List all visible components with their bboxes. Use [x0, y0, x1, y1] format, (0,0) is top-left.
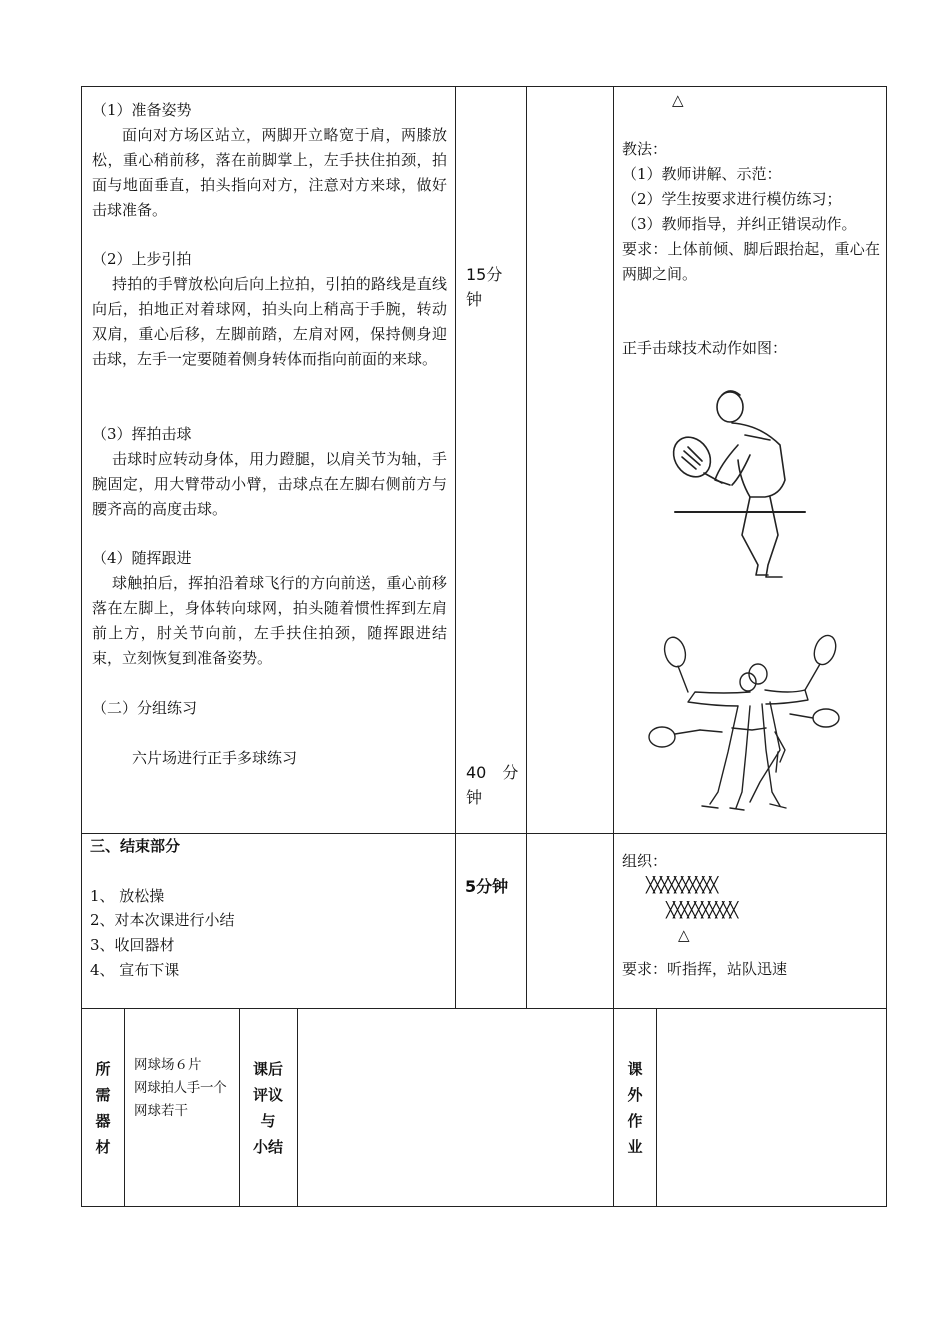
ending-requirement: 要求：听指挥，站队迅速 — [622, 960, 788, 978]
method-step-1: （1）教师讲解、示范： — [622, 165, 782, 183]
section-text-backswing: 持拍的手臂放松向后向上拉拍，引拍的路线是直线向后，拍地正对着球网，拍头向上稍高于手腕，转动双肩，重心后移，左脚前踏，左肩对网，保持侧身迎击球，左手一定要随着侧身转体而指向前面的来球。 — [92, 275, 447, 368]
student-row-1: ╳╳╳╳╳╳╳╳╳╳ — [646, 876, 717, 894]
section-text-ready: 面向对方场区站立，两脚开立略宽于肩，两膝放松，重心稍前移，落在前脚掌上，左手扶住拍颈，拍面与地面垂直，拍头指向对方，注意对方来球，做好击球准备。 — [92, 126, 447, 219]
footer-col-1 — [124, 1008, 125, 1207]
method-step-3: （3）教师指导，并纠正错误动作。 — [622, 215, 857, 233]
review-content-cell[interactable] — [298, 1009, 613, 1206]
ending-item-3: 3、收回器材 — [90, 936, 175, 954]
review-label: 课后 评议 与 小结 — [252, 1060, 283, 1156]
student-row-2: ╳╳╳╳╳╳╳╳╳╳ — [666, 901, 737, 919]
equipment-item: 网球若干 — [134, 1103, 188, 1119]
section-title-backswing: （2）上步引拍 — [92, 250, 192, 268]
col-divider-time — [526, 86, 527, 1008]
section-text-follow: 球触拍后，挥拍沿着球飞行的方向前送，重心前移落在左脚上，身体转向球网，拍头随着惯性挥到左肩前上方，肘关节向前，左手扶住拍颈，随挥跟进结束，立刻恢复到准备姿势。 — [92, 574, 447, 667]
ending-item-4: 4、 宣布下课 — [90, 961, 180, 979]
ending-item-2: 2、对本次课进行小结 — [90, 911, 235, 929]
method-label: 教法： — [622, 140, 668, 158]
equipment-list — [134, 1054, 232, 1123]
time-technique: 15分钟 — [466, 265, 503, 309]
table-border-right — [886, 86, 887, 1207]
group-practice-text: 六片场进行正手多球练习 — [132, 749, 298, 767]
row-divider-1 — [81, 833, 887, 834]
section-text-hit: 击球时应转动身体，用力蹬腿，以肩关节为轴，手腕固定，用大臂带动小臂，击球点在左脚右侧前方与腰齐高的高度击球。 — [92, 450, 447, 518]
ending-title: 三、结束部分 — [90, 837, 181, 855]
homework-content-cell[interactable] — [657, 1009, 886, 1206]
footer-col-2 — [239, 1008, 240, 1207]
swing-sequence-figure — [640, 632, 850, 817]
table-border-top — [81, 86, 887, 87]
method-step-2: （2）学生按要求进行模仿练习； — [622, 190, 842, 208]
section-title-follow: （4）随挥跟进 — [92, 549, 192, 567]
col-divider-method — [613, 86, 614, 1207]
section-title-ready: （1）准备姿势 — [92, 101, 192, 119]
time-group-practice: 40 分钟 — [466, 763, 519, 807]
equipment-item: 网球场６片 — [134, 1057, 202, 1073]
table-border-left — [81, 86, 82, 1207]
homework-label: 课 外 作 业 — [627, 1060, 643, 1156]
ending-item-1: 1、 放松操 — [90, 887, 165, 905]
section-title-hit: （3）挥拍击球 — [92, 425, 192, 443]
organization-label: 组织： — [622, 852, 668, 870]
ready-position-figure — [670, 385, 810, 585]
group-practice-title: （二）分组练习 — [92, 699, 198, 717]
method-requirement: 要求：上体前倾、脚后跟抬起，重心在两脚之间。 — [622, 240, 880, 283]
table-border-bottom — [81, 1206, 887, 1207]
teacher-triangle: △ — [678, 926, 690, 944]
col-divider-content — [455, 86, 456, 1008]
time-ending: 5分钟 — [465, 877, 509, 896]
equipment-item: 网球拍人手一个 — [134, 1080, 227, 1096]
equipment-label: 所 需 器 材 — [95, 1060, 111, 1156]
teacher-position-triangle: △ — [672, 91, 684, 109]
figure-caption: 正手击球技术动作如图： — [622, 339, 788, 357]
